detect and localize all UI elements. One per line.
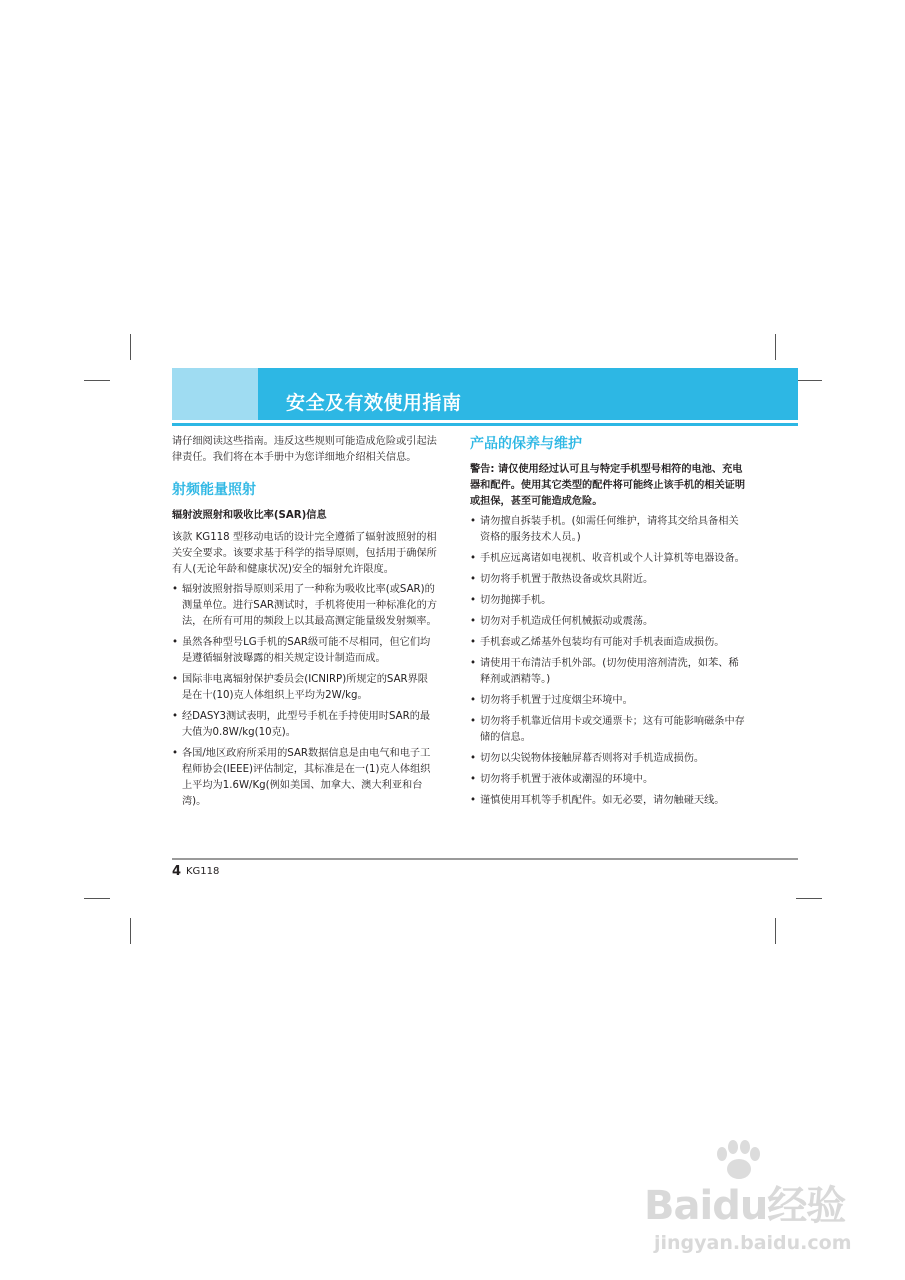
- footer-rule: [172, 858, 798, 860]
- page-number: 4: [172, 864, 182, 879]
- watermark-url: jingyan.baidu.com: [654, 1232, 852, 1254]
- crop-mark-bottom-left: [130, 918, 131, 944]
- warning-paragraph: 警告: 请仅使用经过认可且与特定手机型号相符的电池、充电器和配件。使用其它类型的配件将可能终止该手机的相关证明或担保，甚至可能造成危险。: [470, 464, 746, 507]
- header-band: [172, 368, 798, 420]
- care-bullet-list: [470, 514, 746, 809]
- list-item: • 切勿以尖锐物体接触屏幕否则将对手机造成损伤。: [470, 751, 746, 767]
- list-item: • 切勿抛掷手机。: [470, 593, 746, 609]
- crop-mark-bottom-right: [775, 918, 776, 944]
- intro-paragraph: 请仔细阅读这些指南。违反这些规则可能造成危险或引起法律责任。我们将在本手册中为您详细地介绍相关信息。: [172, 436, 437, 463]
- list-item: • 各国/地区政府所采用的SAR数据信息是由电气和电子工程师协会(IEEE)评估制定，其标准是在一(1)克人体组织上平均为1.6W/Kg(例如美国、加拿大、澳大利亚和台湾)。: [172, 746, 438, 810]
- list-item: • 切勿将手机置于散热设备或炊具附近。: [470, 572, 746, 588]
- header-accent-block: [172, 368, 258, 420]
- list-item: • 请勿擅自拆装手机。(如需任何维护，请将其交给具备相关资格的服务技术人员。): [470, 514, 746, 546]
- list-item: • 辐射波照射指导原则采用了一种称为吸收比率(或SAR)的测量单位。进行SAR测试时，手机将使用一种标准化的方法，在所有可用的频段上以其最高测定能量级发射频率。: [172, 582, 438, 630]
- model-label: KG118: [186, 866, 220, 877]
- crop-mark-top-left: [130, 334, 131, 360]
- section-title-rf: 射频能量照射: [172, 482, 256, 498]
- crop-mark-top-left-h: [84, 380, 110, 381]
- list-item: • 切勿将手机靠近信用卡或交通票卡；这有可能影响磁条中存储的信息。: [470, 714, 746, 746]
- section-title-care: 产品的保养与维护: [470, 436, 582, 452]
- crop-mark-top-right: [775, 334, 776, 360]
- left-column: [172, 434, 438, 815]
- list-item: • 经DASY3测试表明，此型号手机在手持使用时SAR的最大值为0.8W/kg(10克)。: [172, 709, 438, 741]
- list-item: • 请使用干布清洁手机外部。(切勿使用溶剂清洗，如苯、稀释剂或酒精等。): [470, 656, 746, 688]
- list-item: • 虽然各种型号LG手机的SAR级可能不尽相同，但它们均是遵循辐射波曝露的相关规定设计制造而成。: [172, 635, 438, 667]
- header-rule: [172, 423, 798, 426]
- page-title: 安全及有效使用指南: [286, 392, 462, 414]
- list-item: • 切勿对手机造成任何机械振动或震荡。: [470, 614, 746, 630]
- list-item: • 谨慎使用耳机等手机配件。如无必要，请勿触碰天线。: [470, 793, 746, 809]
- list-item: • 切勿将手机置于过度烟尘环境中。: [470, 693, 746, 709]
- crop-mark-bottom-left-h: [84, 898, 110, 899]
- list-item: • 手机应远离诸如电视机、收音机或个人计算机等电器设备。: [470, 551, 746, 567]
- list-item: • 国际非电离辐射保护委员会(ICNIRP)所规定的SAR界限是在十(10)克人体组织上平均为2W/kg。: [172, 672, 438, 704]
- list-item: • 手机套或乙烯基外包装均有可能对手机表面造成损伤。: [470, 635, 746, 651]
- list-item: • 切勿将手机置于液体或潮湿的环境中。: [470, 772, 746, 788]
- sar-bullet-list: [172, 582, 438, 810]
- baidu-watermark: [640, 1140, 860, 1270]
- crop-mark-top-right-h: [796, 380, 822, 381]
- crop-mark-bottom-right-h: [796, 898, 822, 899]
- right-column: [470, 434, 746, 814]
- watermark-logo: Baidu经验: [644, 1183, 846, 1229]
- sar-paragraph: 该款 KG118 型移动电话的设计完全遵循了辐射波照射的相关安全要求。该要求基于科学的指导原则，包括用于确保所有人(无论年龄和健康状况)安全的辐射允许限度。: [172, 532, 437, 575]
- subsection-title-sar: 辐射波照射和吸收比率(SAR)信息: [172, 510, 327, 521]
